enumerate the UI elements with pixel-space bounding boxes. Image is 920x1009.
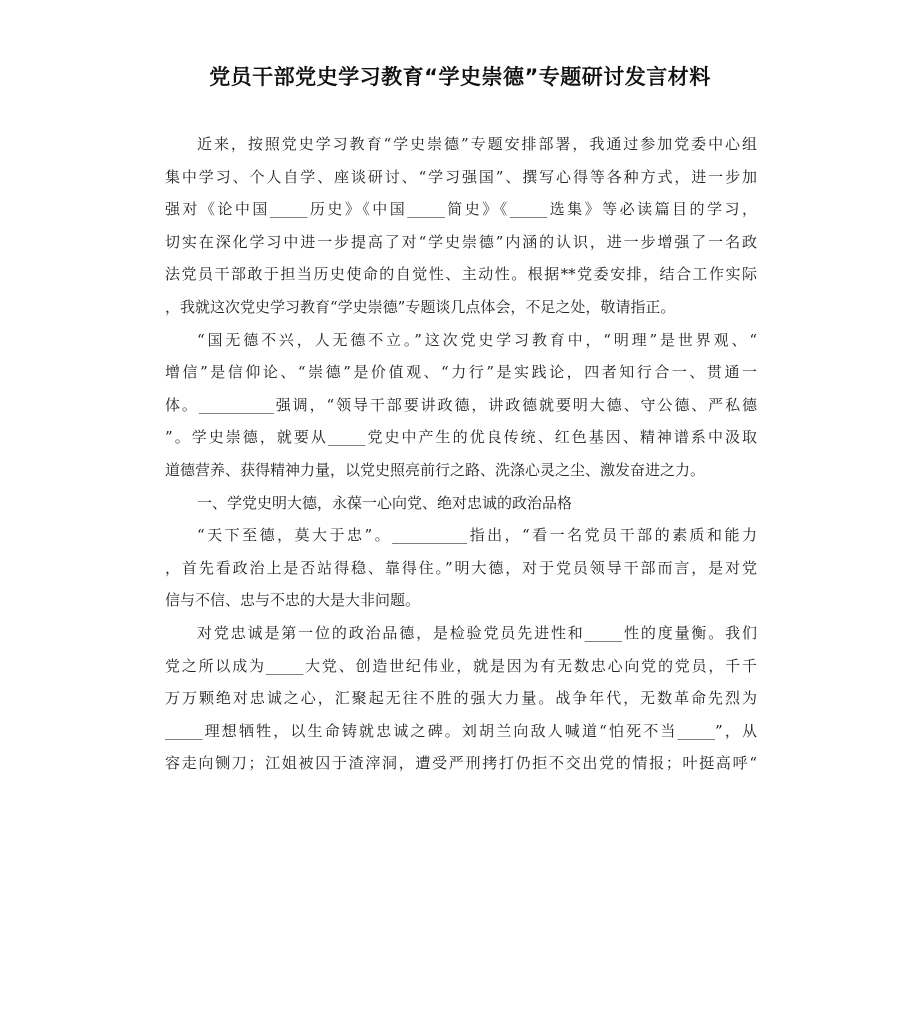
paragraph-line: 切实在深化学习中进一步提高了对“学史崇德”内涵的认识，进一步增强了一名政 [165, 232, 757, 251]
section-heading: 一、学党史明大德，永葆一心向党、绝对忠诚的政治品格 [197, 493, 573, 512]
paragraph-line: _____理想牺牲，以生命铸就忠诚之碑。刘胡兰向敌人喊道“怕死不当_____”，从 [165, 721, 757, 740]
paragraph-line: 万万颗绝对忠诚之心，汇聚起无往不胜的强大力量。战争年代，无数革命先烈为 [165, 689, 757, 708]
paragraph-line: ，我就这次党史学习教育“学史崇德”专题谈几点体会，不足之处，敬请指正。 [165, 297, 676, 316]
paragraph-line: “国无德不兴，人无德不立。”这次党史学习教育中，“明理”是世界观、“ [197, 330, 757, 349]
paragraph-line: 集中学习、个人自学、座谈研讨、“学习强国”、撰写心得等各种方式，进一步加 [165, 167, 757, 186]
paragraph-line: 信与不信、忠与不忠的大是大非问题。 [165, 591, 421, 610]
paragraph-line: “天下至德，莫大于忠”。__________指出，“看一名党员干部的素质和能力 [197, 526, 757, 545]
paragraph-line: 道德营养、获得精神力量，以党史照亮前行之路、洗涤心灵之尘、激发奋进之力。 [165, 460, 706, 479]
paragraph-line: 容走向铡刀；江姐被囚于渣滓洞，遭受严刑拷打仍拒不交出党的情报；叶挺高呼“ [165, 754, 757, 773]
paragraph-line: 法党员干部敢于担当历史使命的自觉性、主动性。根据**党委安排，结合工作实际 [165, 265, 757, 284]
paragraph-line: 体。__________强调，“领导干部要讲政德，讲政德就要明大德、守公德、严私德 [165, 395, 757, 414]
paragraph-line: 近来，按照党史学习教育“学史崇德”专题安排部署，我通过参加党委中心组 [197, 135, 757, 153]
document-title: 党员干部党史学习教育“学史崇德”专题研讨发言材料 [209, 65, 711, 89]
paragraph-line: 增信”是信仰论、“崇德”是价值观、“力行”是实践论，四者知行合一、贯通一 [165, 363, 757, 382]
paragraph-line: 强对《论中国_____历史》《中国_____简史》《_____选集》等必读篇目的学习， [165, 200, 757, 219]
paragraph-line: ”。学史崇德，就要从_____党史中产生的优良传统、红色基因、精神谱系中汲取 [165, 428, 757, 447]
paragraph-line: ，首先看政治上是否站得稳、靠得住。”明大德，对于党员领导干部而言，是对党 [165, 558, 757, 577]
paragraph-line: 对党忠诚是第一位的政治品德，是检验党员先进性和_____性的度量衡。我们 [197, 623, 757, 642]
paragraph-line: 党之所以成为_____大党、创造世纪伟业，就是因为有无数忠心向党的党员，千千 [165, 656, 757, 675]
document-body [165, 128, 757, 780]
